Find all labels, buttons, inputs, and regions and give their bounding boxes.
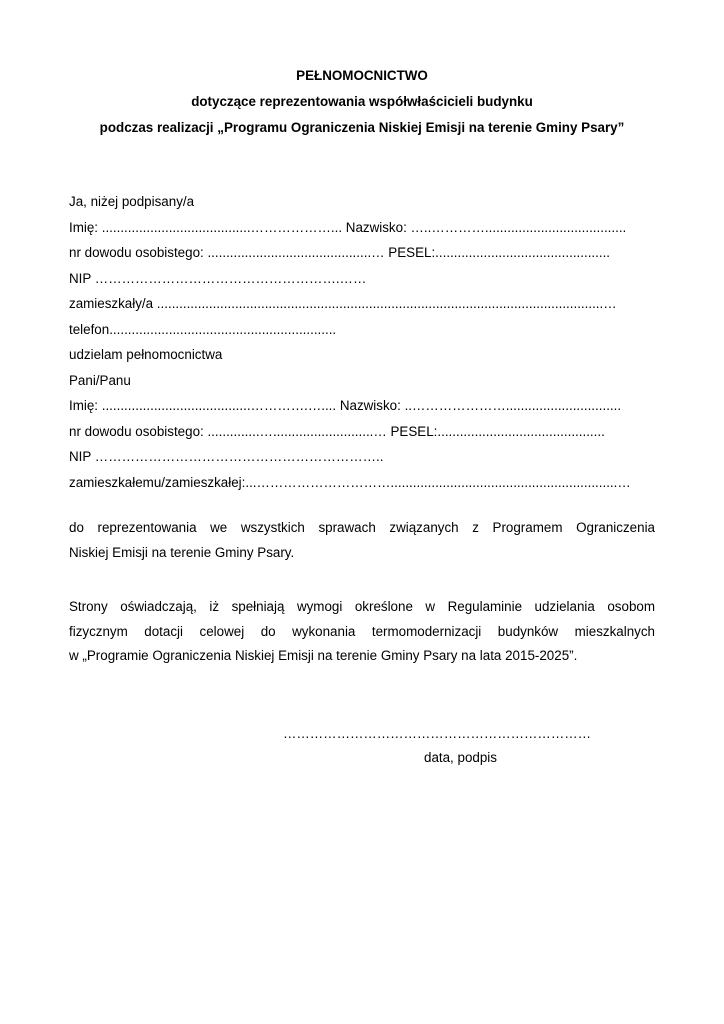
scope-line-2: Niskiej Emisji na terenie Gminy Psary. (69, 544, 295, 560)
declaration-line-3: w „Programie Ograniczenia Niskiej Emisji na terenie Gminy Psary na lata 2015-2025”. (69, 648, 578, 663)
attorney-id-field: nr dowodu osobistego: ..............…...........................… PESEL:............................................. (69, 423, 605, 439)
principal-nip-field: NIP ……………………………………………….…… (69, 270, 367, 286)
principal-intro: Ja, niżej podpisany/a (69, 194, 195, 209)
form-fields (69, 192, 659, 498)
principal-id-field: nr dowodu osobistego: ............................................… PESEL:............................................... (69, 245, 611, 260)
attorney-nip-field: NIP ……………………………………………………….. (69, 449, 384, 464)
document-title (0, 66, 724, 144)
signature-line: …………………………………………………………… (283, 726, 591, 741)
principal-name-field: Imię: ........................................………………... Nazwisko: …..…………...................................... (69, 219, 627, 235)
attorney-address-field: zamieszkałemu/zamieszkałej:...………………………….............................................................… (69, 474, 631, 490)
declaration-paragraph (69, 595, 655, 669)
declaration-line-2: fizycznym dotacji celowej do wykonania termomodernizacji budynków mieszkalnych (69, 623, 655, 639)
grant-statement: udzielam pełnomocnictwa (69, 347, 223, 362)
attorney-intro: Pani/Panu (69, 372, 131, 388)
scope-line-1: do reprezentowania we wszystkich sprawach związanych z Programem Ograniczenia (69, 520, 655, 535)
title-subheading: dotyczące reprezentowania współwłaścicieli budynku (191, 94, 533, 109)
principal-phone-field: telefon............................................................. (69, 321, 337, 337)
title-heading: PEŁNOMOCNICTWO (296, 68, 428, 83)
declaration-line-1: Strony oświadczają, iż spełniają wymogi określone w Regulaminie udzielania osobom (69, 599, 655, 614)
signature-label: data, podpis (424, 750, 497, 765)
title-program: podczas realizacji „Programu Ograniczenia Niskiej Emisji na terenie Gminy Psary” (99, 120, 625, 135)
principal-address-field: zamieszkały/a ........................................................................................................................… (69, 296, 617, 311)
scope-paragraph (69, 516, 655, 565)
attorney-name-field: Imię: ........................................………….….... Nazwisko: ..…………………............................... (69, 398, 622, 413)
